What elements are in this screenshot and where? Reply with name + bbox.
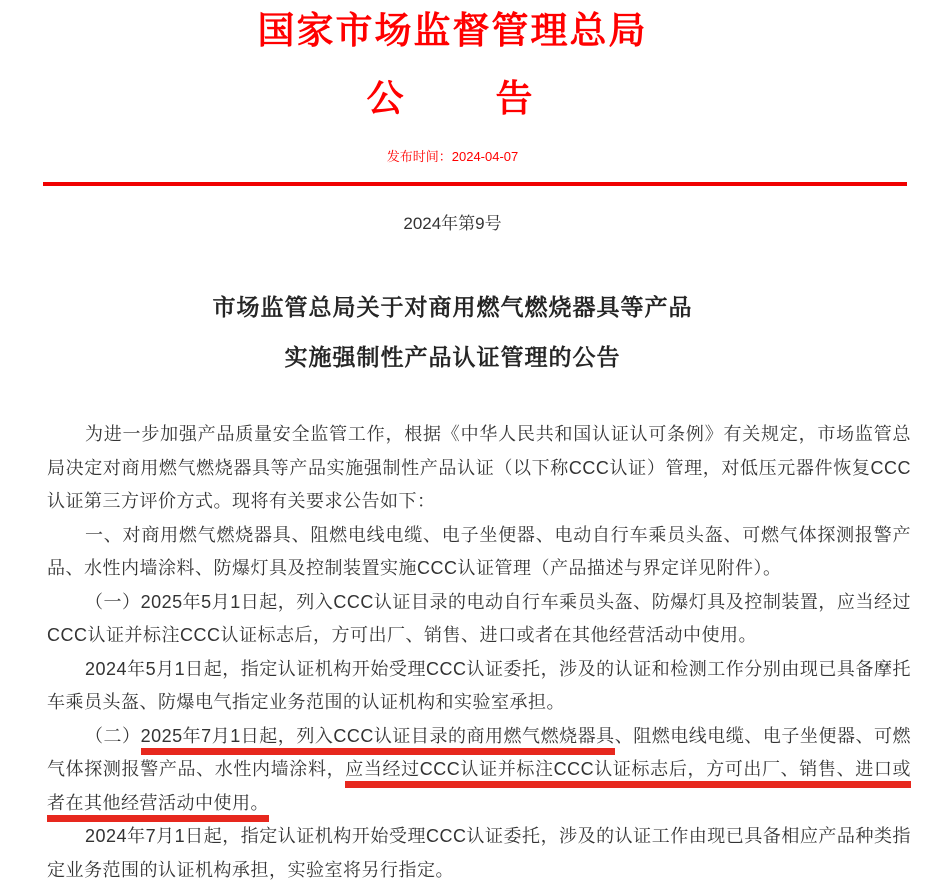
header-divider bbox=[43, 182, 907, 186]
body-text-segment: 品、水性内墙涂料、防爆灯具及控制装置实施CCC认证管理（产品描述与界定详见附件）。 bbox=[47, 558, 782, 578]
body-text-segment: 、阻燃电线电缆、电子坐便器、可燃 bbox=[614, 725, 912, 746]
body-text-segment: （一）2025年5月1日起，列入CCC认证目录的电动自行车乘员头盔、防爆灯具及控制装置，应当经过 bbox=[85, 591, 911, 612]
body-text-segment: 2024年7月1日起，指定认证机构开始受理CCC认证委托，涉及的认证工作由现已具备相应产品种类指 bbox=[85, 826, 911, 846]
body-line bbox=[47, 586, 911, 620]
notice-type-title: 公 告 bbox=[366, 78, 539, 119]
red-underlined-text: 应当经过CCC认证并标注CCC认证标志后，方可出厂、销售、进口或 bbox=[345, 759, 911, 788]
publish-date: 发布时间：2024-04-07 bbox=[386, 149, 519, 164]
body-line bbox=[47, 519, 911, 553]
body-line bbox=[47, 485, 911, 519]
body-text-segment: 局决定对商用燃气燃烧器具等产品实施强制性产品认证（以下称CCC认证）管理，对低压元器件恢复CCC bbox=[47, 457, 911, 478]
body-line bbox=[47, 653, 911, 687]
body-line bbox=[47, 787, 911, 821]
doc-number: 2024年第9号 bbox=[403, 214, 502, 233]
body-text-segment: 一、对商用燃气燃烧器具、阻燃电线电缆、电子坐便器、电动自行车乘员头盔、可燃气体探测报警产 bbox=[85, 524, 911, 545]
announcement-body bbox=[47, 418, 911, 887]
body-text-segment: 2024年5月1日起，指定认证机构开始受理CCC认证委托，涉及的认证和检测工作分别由现已具备摩托 bbox=[85, 658, 911, 679]
agency-title: 国家市场监督管理总局 bbox=[257, 10, 648, 51]
document-title-line1: 市场监管总局关于对商用燃气燃烧器具等产品 bbox=[212, 294, 693, 320]
body-line bbox=[47, 820, 911, 854]
body-text-segment: 定业务范围的认证机构承担，实验室将另行指定。 bbox=[47, 859, 454, 880]
announcement-header bbox=[0, 0, 905, 166]
body-line bbox=[47, 619, 911, 653]
body-line bbox=[47, 753, 911, 787]
document-title bbox=[0, 282, 905, 382]
body-line bbox=[47, 552, 911, 586]
body-text-segment: 为进一步加强产品质量安全监管工作，根据《中华人民共和国认证认可条例》有关规定，市场监管总 bbox=[85, 424, 911, 444]
body-text-segment: 车乘员头盔、防爆电气指定业务范围的认证机构和实验室承担。 bbox=[47, 692, 565, 712]
body-text-segment: （二） bbox=[85, 725, 141, 746]
red-underlined-text: 2025年7月1日起，列入CCC认证目录的商用燃气燃烧器具 bbox=[141, 726, 615, 755]
body-line bbox=[47, 720, 911, 754]
body-text-segment: CCC认证并标注CCC认证标志后，方可出厂、销售、进口或者在其他经营活动中使用。 bbox=[47, 625, 757, 645]
red-underlined-text: 者在其他经营活动中使用。 bbox=[47, 793, 269, 822]
document-title-line2: 实施强制性产品认证管理的公告 bbox=[284, 344, 621, 370]
body-line bbox=[47, 854, 911, 888]
document-heading-zone bbox=[0, 212, 905, 382]
body-text-segment: 认证第三方评价方式。现将有关要求公告如下： bbox=[47, 491, 436, 511]
body-text-segment: 气体探测报警产品、水性内墙涂料， bbox=[47, 759, 346, 779]
body-line bbox=[47, 686, 911, 720]
body-line bbox=[47, 418, 911, 452]
body-line bbox=[47, 452, 911, 486]
